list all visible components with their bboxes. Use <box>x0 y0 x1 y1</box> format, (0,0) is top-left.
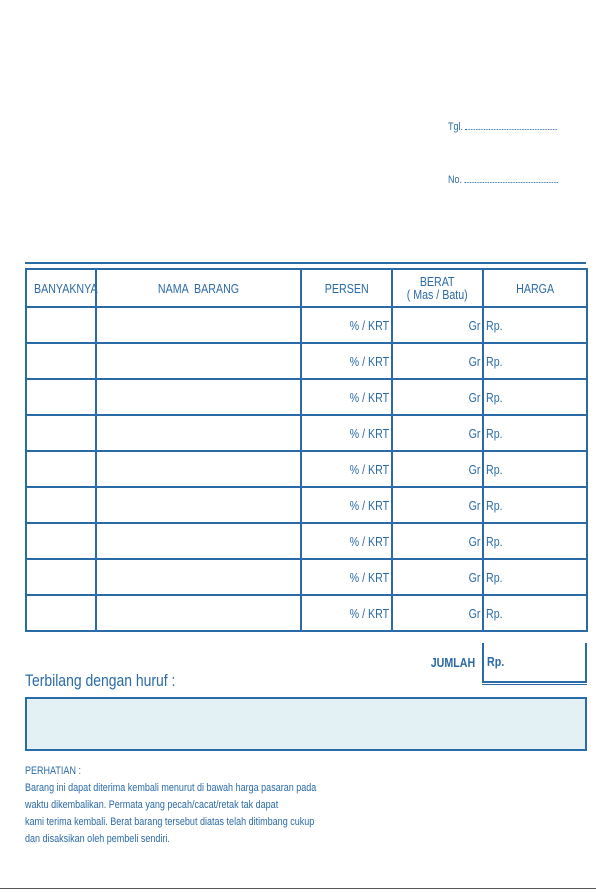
item-name-cell[interactable] <box>96 559 301 595</box>
item-name-cell[interactable] <box>96 487 301 523</box>
weight-cell[interactable] <box>392 559 483 595</box>
total-label: JUMLAH <box>430 655 475 670</box>
price-cell[interactable] <box>483 487 587 523</box>
header-persen: PERSEN <box>301 269 392 307</box>
price-currency: Rp. <box>486 605 503 621</box>
percent-cell[interactable] <box>301 559 392 595</box>
date-label: Tgl. <box>448 121 464 133</box>
price-currency: Rp. <box>486 497 503 513</box>
quantity-cell[interactable] <box>26 451 96 487</box>
header-berat-line2: ( Mas / Batu) <box>406 287 469 302</box>
weight-cell[interactable] <box>392 523 483 559</box>
percent-unit: % / KRT <box>349 605 389 621</box>
weight-unit: Gr <box>468 389 480 405</box>
weight-unit: Gr <box>468 317 480 333</box>
item-name-cell[interactable] <box>96 523 301 559</box>
item-name-cell[interactable] <box>96 595 301 631</box>
number-dotted-line <box>465 174 558 183</box>
weight-cell[interactable] <box>392 451 483 487</box>
percent-cell[interactable] <box>301 523 392 559</box>
percent-cell[interactable] <box>301 379 392 415</box>
price-cell[interactable] <box>483 559 587 595</box>
price-cell[interactable] <box>483 451 587 487</box>
notice-title: PERHATIAN : <box>25 765 81 777</box>
quantity-cell[interactable] <box>26 595 96 631</box>
header-berat <box>392 269 483 307</box>
weight-unit: Gr <box>468 533 480 549</box>
weight-cell[interactable] <box>392 595 483 631</box>
words-label: Terbilang dengan huruf : <box>25 671 176 690</box>
percent-unit: % / KRT <box>349 353 389 369</box>
percent-cell[interactable] <box>301 595 392 631</box>
price-currency: Rp. <box>486 533 503 549</box>
price-currency: Rp. <box>486 461 503 477</box>
table-row <box>26 595 587 631</box>
percent-unit: % / KRT <box>349 461 389 477</box>
table-row <box>26 451 587 487</box>
notice-line: Barang ini dapat diterima kembali menurut di bawah harga pasaran pada <box>25 782 317 794</box>
quantity-cell[interactable] <box>26 487 96 523</box>
quantity-cell[interactable] <box>26 343 96 379</box>
weight-unit: Gr <box>468 461 480 477</box>
price-cell[interactable] <box>483 307 587 343</box>
table-top-rule <box>25 262 586 264</box>
quantity-cell[interactable] <box>26 523 96 559</box>
date-dotted-line <box>466 121 558 130</box>
number-label: No. <box>448 174 463 186</box>
price-currency: Rp. <box>486 425 503 441</box>
weight-cell[interactable] <box>392 307 483 343</box>
total-underline <box>482 684 587 685</box>
price-currency: Rp. <box>486 389 503 405</box>
percent-unit: % / KRT <box>349 389 389 405</box>
item-name-cell[interactable] <box>96 307 301 343</box>
date-field[interactable] <box>448 121 581 133</box>
notice-line: kami terima kembali. Berat barang tersebut diatas telah ditimbang cukup <box>25 816 315 828</box>
percent-unit: % / KRT <box>349 497 389 513</box>
percent-unit: % / KRT <box>349 533 389 549</box>
item-name-cell[interactable] <box>96 379 301 415</box>
page-bottom-edge <box>0 888 596 889</box>
weight-cell[interactable] <box>392 379 483 415</box>
table-row <box>26 307 587 343</box>
header-banyaknya: BANYAKNYA <box>26 269 96 307</box>
weight-unit: Gr <box>468 497 480 513</box>
weight-unit: Gr <box>468 605 480 621</box>
percent-unit: % / KRT <box>349 569 389 585</box>
price-cell[interactable] <box>483 523 587 559</box>
price-cell[interactable] <box>483 343 587 379</box>
item-name-cell[interactable] <box>96 343 301 379</box>
price-cell[interactable] <box>483 415 587 451</box>
notice <box>25 763 380 848</box>
table-row <box>26 379 587 415</box>
weight-cell[interactable] <box>392 487 483 523</box>
weight-unit: Gr <box>468 569 480 585</box>
price-currency: Rp. <box>486 317 503 333</box>
quantity-cell[interactable] <box>26 415 96 451</box>
table-row <box>26 523 587 559</box>
table-row <box>26 415 587 451</box>
total-amount-field[interactable] <box>482 643 587 683</box>
weight-unit: Gr <box>468 425 480 441</box>
table-header-row <box>26 269 587 307</box>
items-table <box>25 268 588 632</box>
table-row <box>26 343 587 379</box>
table-row <box>26 487 587 523</box>
percent-cell[interactable] <box>301 343 392 379</box>
notice-line: dan disaksikan oleh pembeli sendiri. <box>25 833 170 845</box>
notice-line: waktu dikembalikan. Permata yang pecah/cacat/retak tak dapat <box>25 799 279 811</box>
item-name-cell[interactable] <box>96 415 301 451</box>
percent-cell[interactable] <box>301 415 392 451</box>
header-harga: HARGA <box>483 269 587 307</box>
percent-unit: % / KRT <box>349 317 389 333</box>
weight-cell[interactable] <box>392 415 483 451</box>
price-cell[interactable] <box>483 595 587 631</box>
price-currency: Rp. <box>486 353 503 369</box>
weight-cell[interactable] <box>392 343 483 379</box>
table-row <box>26 559 587 595</box>
words-amount-field[interactable] <box>25 697 587 751</box>
price-cell[interactable] <box>483 379 587 415</box>
header-nama-barang: NAMA BARANG <box>96 269 301 307</box>
number-field[interactable] <box>448 174 582 186</box>
price-currency: Rp. <box>486 569 503 585</box>
percent-cell[interactable] <box>301 487 392 523</box>
percent-cell[interactable] <box>301 451 392 487</box>
quantity-cell[interactable] <box>26 379 96 415</box>
quantity-cell[interactable] <box>26 307 96 343</box>
total-currency: Rp. <box>487 654 505 669</box>
quantity-cell[interactable] <box>26 559 96 595</box>
percent-cell[interactable] <box>301 307 392 343</box>
item-name-cell[interactable] <box>96 451 301 487</box>
weight-unit: Gr <box>468 353 480 369</box>
header-berat-line1: BERAT <box>420 274 455 289</box>
percent-unit: % / KRT <box>349 425 389 441</box>
